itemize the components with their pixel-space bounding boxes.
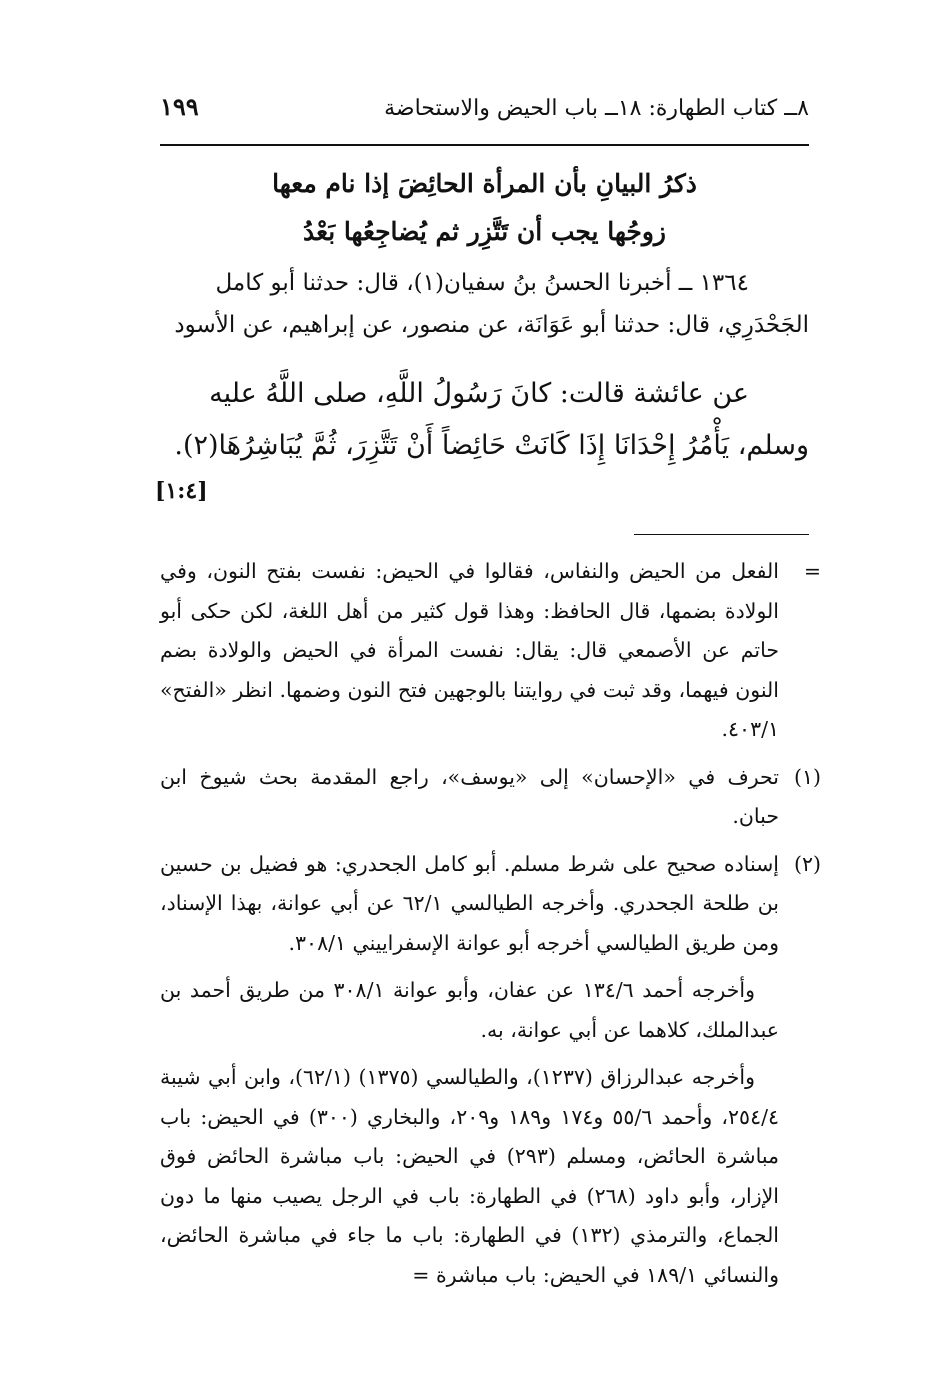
hadith-isnad [160,262,809,346]
header-rule [160,144,809,146]
footnote-continuation [160,552,821,750]
footnote-paragraph: وأخرجه عبدالرزاق (١٢٣٧)، والطيالسي (١٣٧٥) (٦٢/١)، وابن أبي شيبة ٢٥٤/٤، وأحمد ٥٥/٦ و١٧٤ و١٨٩ و٢٠٩، والبخاري (٣٠٠) في الحيض: باب مباشرة الحائض، ومسلم (٢٩٣) في الحيض: باب مباشرة الحائض فوق الإزار، وأبو داود (٢٦٨) في الطهارة: باب في الرجل يصيب منها ما دون الجماع، والترمذي (١٣٢) في الطهارة: باب ما جاء في مباشرة الحائض، والنسائي ١٨٩/١ في الحيض: باب مباشرة = [160,1065,780,1287]
footnote-paragraph: الفعل من الحيض والنفاس، فقالوا في الحيض: نفست بفتح النون، وفي الولادة بضمها، قال الحافظ: وهذا قول كثير من أهل اللغة، لكن حكى أبو حاتم عن الأصمعي قال: يقال: نفست المرأة في الحيض والولادة بضم النون فيهما، وقد ثبت في روايتنا بالوجهين فتح النون وضمها. انظر «الفتح» ٤٠٣/١. [160,559,779,741]
footnote-marker: (١) [793,764,821,789]
page-number: ١٩٩ [160,92,199,121]
footnotes [160,552,821,1295]
hadith-reference: [١:٤] [155,478,208,504]
isnad-line-2: الجَحْدَرِي، قال: حدثنا أبو عَوَانَة، عن منصور، عن إبراهيم، عن الأسود [174,312,809,338]
running-title: ٨ــ كتاب الطهارة: ١٨ــ باب الحيض والاستحاضة [384,96,809,121]
footnote-marker: = [803,559,821,583]
isnad-line-1: ١٣٦٤ ــ أخبرنا الحسنُ بنُ سفيان(١)، قال: حدثنا أبو كامل [215,270,749,296]
hadith-matn [160,368,809,472]
matn-line-1: عن عائشة قالت: كانَ رَسُولُ اللَّهِ، صلى اللَّهُ عليه [209,378,749,409]
running-header [160,92,809,128]
footnote-paragraph: وأخرجه أحمد ١٣٤/٦ عن عفان، وأبو عوانة ٣٠٨/١ من طريق أحمد بن عبدالملك، كلاهما عن أبي عوانة، به. [160,978,779,1042]
footnote-marker: (٢) [793,851,821,876]
footnote-paragraph: إسناده صحيح على شرط مسلم. أبو كامل الجحدري: هو فضيل بن حسين بن طلحة الجحدري. وأخرجه الطيالسي ٦٢/١ عن أبي عوانة، بهذا الإسناد، ومن طريق الطيالسي أخرجه أبو عوانة الإسفراييني ٣٠٨/١. [160,851,780,955]
footnote-2 [160,845,821,1296]
footnote-body [160,845,779,1296]
footnote-1 [160,758,821,837]
matn-line-2: وسلم، يَأْمُرُ إِحْدَانَا إِذَا كَانَتْ حَائِضاً أَنْ تَتَّزِرَ، ثُمَّ يُبَاشِرُهَا(٢). [174,430,809,461]
chapter-title [160,160,809,256]
chapter-title-line-2: زوجُها يجب أن تَتَّزِر ثم يُضاجِعُها بَعْدُ [303,217,666,246]
footnote-body [160,552,779,750]
footnote-paragraph: تحرف في «الإحسان» إلى «يوسف»، راجع المقدمة بحث شيوخ ابن حبان. [160,764,779,828]
footnote-body [160,758,779,837]
footnote-rule [634,534,809,535]
chapter-title-line-1: ذكرُ البيانِ بأن المرأة الحائِضَ إذا نام معها [272,169,697,198]
